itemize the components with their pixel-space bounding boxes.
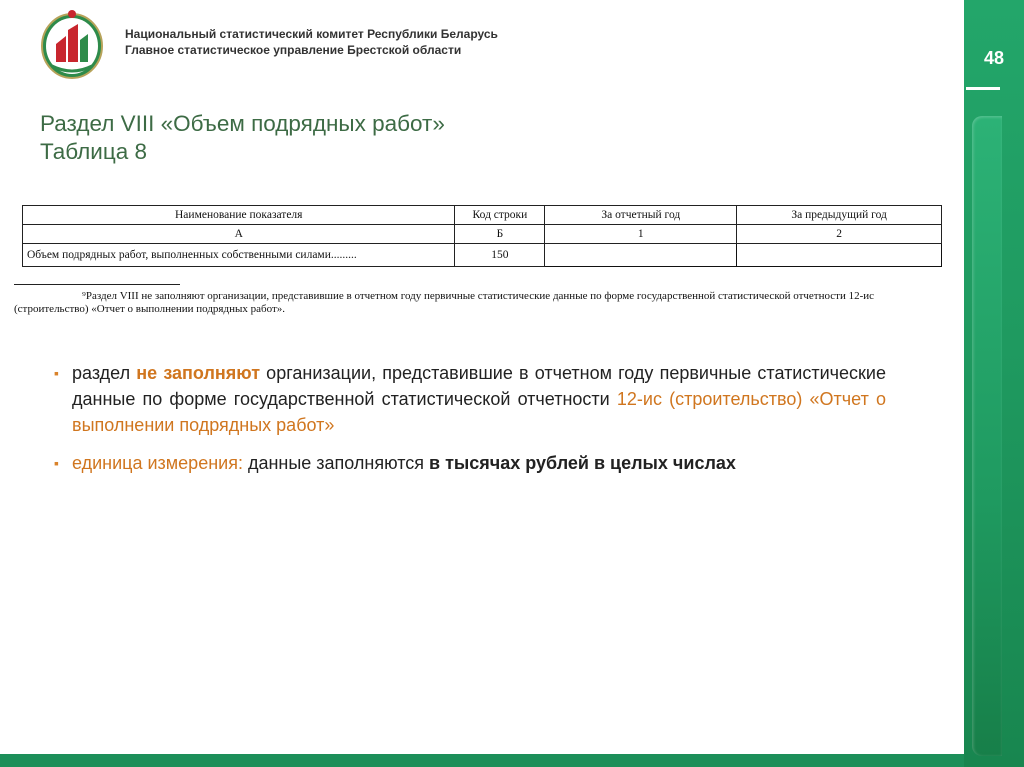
header-cell: Наименование показателя (23, 206, 455, 225)
organization-header (125, 26, 498, 58)
bullet-item (50, 360, 886, 438)
footnote-divider (14, 284, 180, 285)
org-name-line1: Национальный статистический комитет Республики Беларусь (125, 27, 498, 41)
side-panel-inner (972, 116, 1002, 756)
code-cell: А (23, 225, 455, 244)
bullet1-text-a: раздел (72, 363, 137, 383)
belstat-logo-icon (38, 6, 106, 82)
header-cell: За отчетный год (545, 206, 737, 225)
header-cell: Код строки (455, 206, 545, 225)
table-row (23, 244, 942, 267)
form-table (22, 205, 942, 267)
footnote: ⁹Раздел VIII не заполняют организации, представившие в отчетном году первичные статистические данные по форме государственной статистической отчетности 12-ис (строительство) «Отчет о выполнении подрядных работ». (14, 290, 875, 315)
bullet2-label: единица измерения: (72, 453, 243, 473)
bullet-square-icon: ▪ (54, 365, 59, 381)
code-cell: 1 (545, 225, 737, 244)
slide-title (40, 110, 445, 166)
table-header-row (23, 206, 942, 225)
row-code-cell: 150 (455, 244, 545, 267)
bullet-list (50, 360, 886, 488)
title-line1: Раздел VIII «Объем подрядных работ» (40, 111, 445, 136)
title-line2: Таблица 8 (40, 139, 147, 164)
code-cell: 2 (737, 225, 942, 244)
page-number: 48 (983, 48, 1005, 68)
bullet2-text: данные заполняются (242, 453, 430, 473)
code-cell: Б (455, 225, 545, 244)
bullet1-text-b: организации, представившие в отчетном году первичные статистические данные по форме государственной статистической отчетности (72, 363, 886, 409)
previous-year-value-cell[interactable] (737, 244, 942, 267)
org-name-line2: Главное статистическое управление Брестской области (125, 43, 462, 57)
header-cell: За предыдущий год (737, 206, 942, 225)
bullet1-form-name: 12-ис (строительство) «Отчет о выполнении подрядных работ» (72, 389, 886, 435)
bullet2-emphasis: в тысячах рублей в целых числах (429, 453, 736, 473)
bullet1-emphasis: не заполняют (136, 363, 261, 383)
bottom-bar (0, 754, 964, 767)
current-year-value-cell[interactable] (545, 244, 737, 267)
table-code-row (23, 225, 942, 244)
bullet-square-icon: ▪ (54, 455, 59, 471)
page-number-underline (966, 87, 1000, 90)
bullet-item (50, 450, 886, 476)
indicator-name-cell: Объем подрядных работ, выполненных собственными силами......... (23, 244, 455, 267)
